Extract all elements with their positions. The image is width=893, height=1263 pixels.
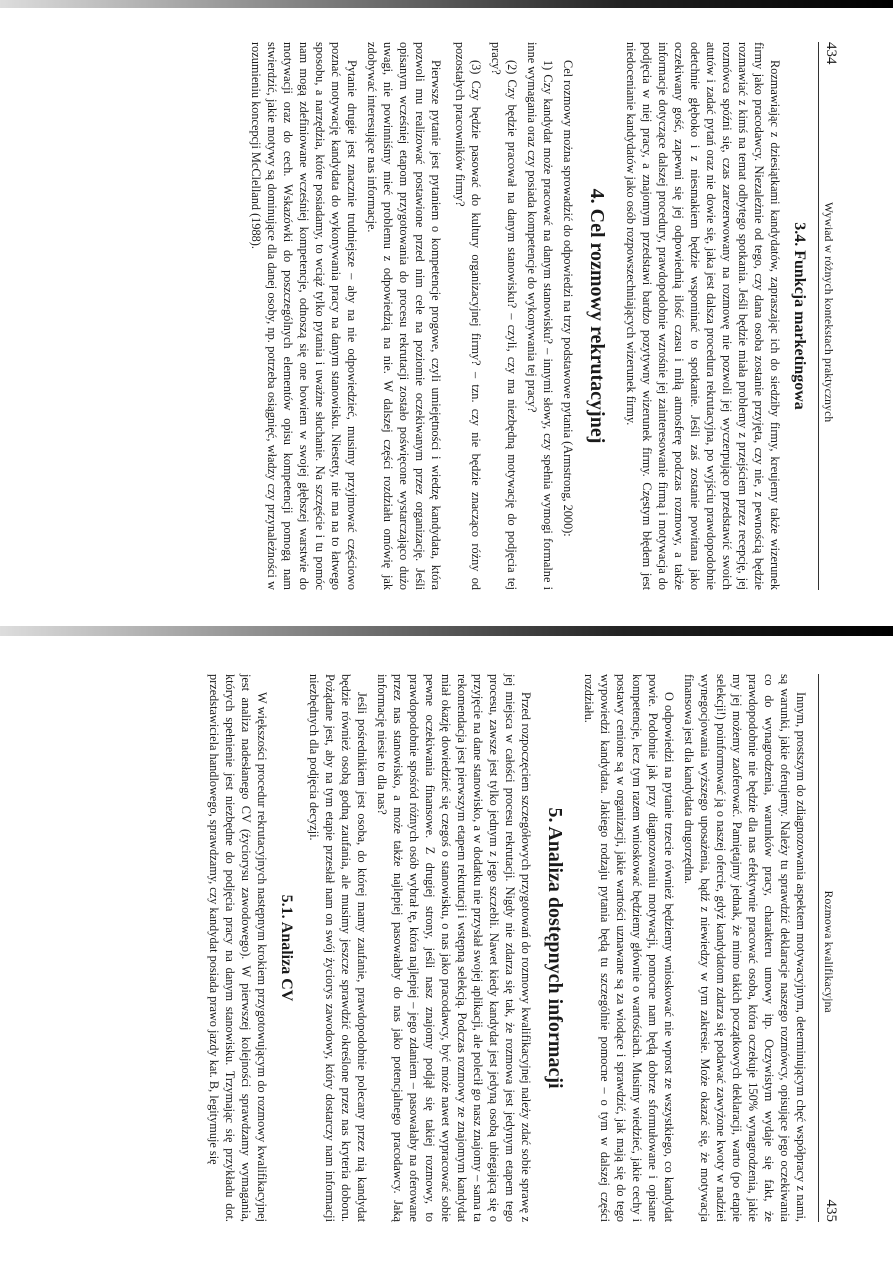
page-434-content <box>47 26 847 606</box>
page-number: 434 <box>822 42 839 65</box>
paragraph: Przed rozpoczęciem szczegółowych przygotowań do rozmowy kwalifikacyjnej należy zdać sobie sprawę z jej miejsca w całości procesu rekrutacji. Nigdy nie zdarza się tak, że rozmowa jest jedynym etapem tego procesu, zawsze jest tylko jednym z jego szczebli. Nawet kiedy kandydat jest jedyną osobą ubiegającą się o przyjęcie na dane stanowisko, a w dodatku nie przysłał swojej aplikacji, ale polecił go nasz znajomy – sama ta rekomendacja jest pierwszym etapem rekrutacji i wstępną selekcją. Podczas rozmowy ze znajomym kandydat miał okazję dowiedzieć się czegoś o stanowisku, o nas jako pracodawcy, być może nawet wypracować sobie pewne oczekiwania finansowe. Z drugiej strony, jeśli nasz znajomy podjął się takiej rozmowy, to prawdopodobnie spośród różnych osób wybrał tę, która najlepiej – jego zdaniem – pasowałaby na oferowane przez nas stanowisko, a może także najlepiej pasowałaby do nas jako potencjalnego pracodawcy. Jaką informację niesie to dla nas? <box>374 673 533 1222</box>
paragraph: Cel rozmowy można sprowadzić do odpowiedzi na trzy podstawowe pytania (Armstrong, 2000): <box>560 60 575 537</box>
page-435 <box>0 632 893 1263</box>
page-435-content <box>47 658 847 1238</box>
page-number: 435 <box>822 1199 839 1222</box>
paragraph: Jeśli pośrednikiem jest osoba, do której mamy zaufanie, prawdopodobnie polecany przez nią kandydat będzie również osobą godną zaufania, ale musimy jeszcze sprawdzić określone przez nas kryteria doboru. Pożądane jest, aby na tym etapie przesłał nam on swój życiorys zawodowy, który dostarczy nam informacji niezbędnych dla podjęcia decyzji. <box>306 673 369 1222</box>
paragraph: (2) Czy będzie pracował na danym stanowisku? – czyli, czy ma niezbędną motywację do podjęcia tej pracy? <box>488 42 519 590</box>
paragraph: Pierwsze pytanie jest pytaniem o kompetencje progowe, czyli umiejętności i wiedzę kandydata, która pozwoli mu realizować postawione przed nim cele na poziomie oczekiwanym przez organizację. Jeśli opisanym wcześniej etapom przygotowania do procesu rekrutacji zostało poświęcone wystarczająco dużo uwagi, nie powinniśmy mieć problemu z odpowiedzią na nie. W dalszej części rozdziału omówię jak zdobywać interesujące nas informacje. <box>364 42 443 590</box>
running-title: Rozmowa kwalifikacyjna <box>821 890 834 1013</box>
paragraph: Innym, prostszym do zdiagnozowania aspektem motywacyjnym, determinującym chęć współpracy z nami, są warunki, jakie oferujemy. Należy tu sprawdzić deklaracje naszego rozmówcy, opisujące jego oczekiwania co do wynagrodzenia, warunków pracy, charakteru umowy itp. Oczywistym wydaje się fakt, że prawdopodobnie nie będzie dla nas efektywnie pracować osoba, która oczekuje 150% wynagrodzenia, jakie my jej możemy zaoferować. Pamiętajmy jednak, że mimo takich początkowych deklaracji, warto (po etapie selekcji!) poinformować ją o naszej ofercie, gdyż kandydatom zdarza się podawać zawyżone kwoty w nadziei wynegocjowania wyższego uposażenia, bądź z niewiedzy w tym zakresie. Może okazać się, że motywacja finansowa jest dla kandydata drugorzędna. <box>681 673 808 1222</box>
section-heading-4: 4. Cel rozmowy rekrutacyjnej <box>585 188 608 444</box>
running-header-435 <box>818 674 839 1222</box>
running-title: Wywiad w różnych kontekstach praktycznych <box>821 202 834 423</box>
section-heading-5-1: 5.1. Analiza CV <box>277 894 295 1001</box>
section-heading-5: 5. Analiza dostępnych informacji <box>543 806 566 1089</box>
paragraph: O odpowiedzi na pytanie trzecie również będziemy wnioskować nie wprost ze wszystkiego, co kandydat powie. Podobnie jak przy diagnozowaniu motywacji, pomocne nam będą dobrze sformułowane i opisane kompetencje, lecz tym razem wnioskować będziemy głównie o wartościach. Musimy wiedzieć, jakie cechy i postawy cenione są w organizacji, jakie wartości uznawane są za wiodące i sprawdzić, jak mają się do tego wypowiedzi kandydata. Jakiego rodzaju pytania będą tu szczególnie pomocne – o tym w dalszej części rozdziału. <box>581 673 676 1222</box>
paragraph: Rozmawiając z dziesiątkami kandydatów, zapraszając ich do siedziby firmy, kreujemy także wizerunek firmy jako pracodawcy. Niezależnie od tego, czy dana osoba zostanie przyjęta, czy nie, z pewnością będzie rozmawiać z kimś na temat odbytego spotkania. Jeśli będzie miała problemy z przejściem przez recepcję, jej rozmówca spóźni się, czas zarezerwowany na rozmowę nie pozwoli jej wyczerpująco przedstawić swoich atutów i zadać pytań oraz nie dowie się, jaka jest dalsza procedura rekrutacyjna, po wyjściu prawdopodobnie odetchnie głęboko i z niesmakiem będzie wspominać to spotkanie. Jeśli zaś zostanie powitana jako oczekiwany gość, zapewni się jej odpowiednią ilość czasu i miłą atmosferę podczas rozmowy, a także informacje dotyczące dalszej procedury, prawdopodobnie wzrośnie jej zainteresowanie firmą i motywacja do podjęcia w niej pracy, a znajomym przedstawi bardzo pozytywny wizerunek firmy. Częstym błędem jest niedocenianie kandydatów jako osób rozpowszechniających wizerunek firmy. <box>623 42 782 590</box>
section-heading-3-4: 3.4. Funkcja marketingowa <box>790 222 808 410</box>
paragraph: Pytanie drugie jest znacznie trudniejsze – aby na nie odpowiedzieć, musimy przyjmować częściowo poznać motywację kandydata do wykonywania pracy na danym stanowisku. Niestety, nie ma na to łatwego sposobu, a narzędzia, które posiadamy, to wciąż tylko pytania i uważne słuchanie. Na szczęście i tu pomóc nam mogą zdefiniowane wcześniej kompetencje, odnoszą się one bowiem w swojej głębszej warstwie do motywacji oraz do cech. Wskazówki do poszczególnych elementów opisu kompetencji pomogą nam stwierdzić, jakie motywy są dominujące dla danej osoby, np. potrzeba osiągnięć, władzy czy przynależności w rozumieniu koncepcji McClelland (1988). <box>248 42 359 590</box>
paragraph: 1) Czy kandydat może pracować na danym stanowisku? – innymi słowy, czy spełnia wymogi formalne i inne wymagania oraz czy posiada kompetencje do wykonywania tej pracy? <box>524 42 555 590</box>
paragraph: (3) Czy będzie pasować do kultury organizacyjnej firmy? – tzn. czy nie będzie znacząco różny od pozostałych pracowników firmy? <box>452 42 483 590</box>
paragraph: W większości procedur rekrutacyjnych następnym krokiem przygotowującym do rozmowy kwalifikacyjnej jest analiza nadesłanego CV (życiorysu zawodowego). W pierwszej kolejności sprawdzamy wymagania, których spełnienie jest niezbędne do podjęcia pracy na danym stanowisku. Trzymając się przykładu dot. przedstawiciela handlowego, sprawdzamy, czy kandydat posiada prawo jazdy kat. B, legitymuje się <box>206 673 269 1222</box>
running-header-434 <box>818 42 839 590</box>
